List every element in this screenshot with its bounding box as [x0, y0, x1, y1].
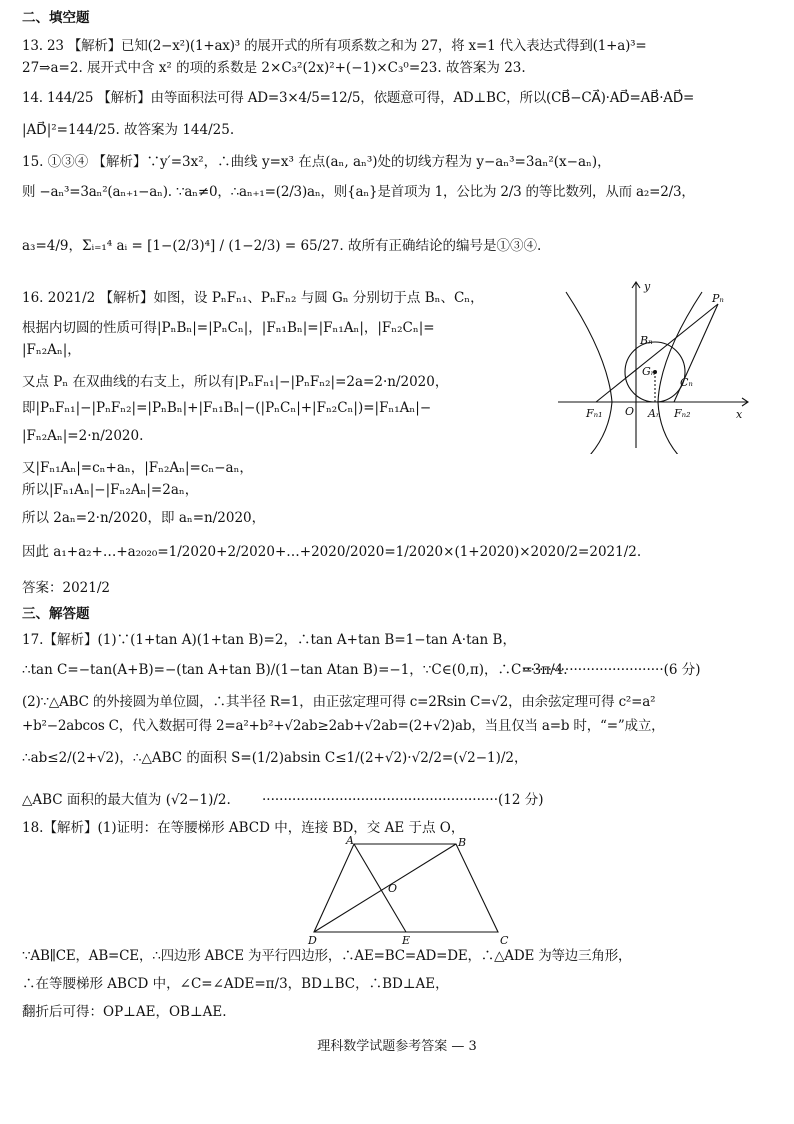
q17-line4: +b²−2abcos C，代入数据可得 2=a²+b²+√2ab≥2ab+√2ab=(2+√2)ab，当且仅当 a=b 时，“=”成立， [22, 718, 665, 734]
q16-answer: 答案：2021/2 [22, 580, 110, 596]
trapezoid-figure [300, 834, 520, 946]
label-F1: Fₙ₁ [586, 407, 603, 420]
hyperbola-left-branch [566, 292, 612, 454]
label-F2: Fₙ₂ [674, 407, 691, 420]
label-A: Aₙ [648, 407, 661, 420]
segment-AE [354, 844, 406, 932]
q14-line1: 14. 144/25 【解析】由等面积法可得 AD=3×4/5=12/5，依题意可得，AD⊥BC，所以(CB⃗−CA⃗)·AD⃗=AB⃗·AD⃗= [22, 90, 695, 106]
q16-line5: 即|PₙFₙ₁|−|PₙFₙ₂|=|PₙBₙ|+|Fₙ₁Bₙ|−(|PₙCₙ|+|Fₙ₂Cₙ|)=|Fₙ₁Aₙ|− [22, 400, 432, 416]
label-y: y [644, 280, 651, 293]
q16-line10: 因此 a₁+a₂+…+a₂₀₂₀=1/2020+2/2020+…+2020/2020=1/2020×(1+2020)×2020/2=2021/2. [22, 544, 642, 560]
trapezoid-ABCD [314, 844, 498, 932]
q13-line2: 27⇒a=2. 展开式中含 x² 的项的系数是 2×C₃²(2x)²+(−1)×C₃⁰=23. 故答案为 23. [22, 60, 526, 76]
q17-line3: (2)∵△ABC 的外接圆为单位圆，∴其半径 R=1，由正弦定理可得 c=2Rsin C=√2，由余弦定理可得 c²=a² [22, 694, 656, 710]
page-footer: 理科数学试题参考答案 — 3 [317, 1039, 477, 1054]
label-D: D [308, 934, 317, 946]
hyperbola-figure [552, 276, 768, 454]
q18-line3: ∴在等腰梯形 ABCD 中，∠C=∠ADE=π/3，BD⊥BC，∴BD⊥AE， [22, 976, 449, 992]
label-x: x [736, 408, 743, 421]
q17-line1: 17.【解析】(1)∵(1+tan A)(1+tan B)=2，∴tan A+tan B=1−tan A·tan B， [22, 632, 516, 648]
label-P: Pₙ [712, 292, 724, 305]
segment-BD [314, 844, 456, 932]
label-C: C [500, 934, 509, 946]
q17-score-12: ·······················································(12 分) [262, 792, 544, 808]
q13-line1: 13. 23 【解析】已知(2−x²)(1+ax)³ 的展开式的所有项系数之和为 27，将 x=1 代入表达式得到(1+a)³= [22, 38, 647, 54]
q17-line6: △ABC 面积的最大值为 (√2−1)/2. [22, 792, 231, 808]
q18-line4: 翻折后可得：OP⊥AE，OB⊥AE. [22, 1004, 227, 1020]
q16-line9: 所以 2aₙ=2·n/2020，即 aₙ=n/2020， [22, 510, 266, 526]
q15-line1: 15. ①③④ 【解析】∵y′=3x²，∴曲线 y=x³ 在点(aₙ, aₙ³)处的切线方程为 y−aₙ³=3aₙ²(x−aₙ)， [22, 154, 611, 170]
label-O: O [388, 882, 398, 895]
q16-line2: 根据内切圆的性质可得|PₙBₙ|=|PₙCₙ|，|Fₙ₁Bₙ|=|Fₙ₁Aₙ|，|Fₙ₂Cₙ|= [22, 320, 435, 336]
q17-line2: ∴tan C=−tan(A+B)=−(tan A+tan B)/(1−tan Atan B)=−1，∵C∈(0,π)，∴C=3π/4. [22, 662, 568, 678]
q16-line1: 16. 2021/2 【解析】如图，设 PₙFₙ₁、PₙFₙ₂ 与圆 Gₙ 分别切于点 Bₙ、Cₙ， [22, 290, 484, 306]
label-C: Cₙ [680, 376, 693, 389]
q14-line2: |AD⃗|²=144/25. 故答案为 144/25. [22, 122, 235, 138]
line-PF1 [596, 304, 718, 402]
q16-line7: 又|Fₙ₁Aₙ|=cₙ+aₙ，|Fₙ₂Aₙ|=cₙ−aₙ， [22, 460, 253, 476]
label-A: A [346, 834, 354, 847]
q17-line5: ∴ab≤2/(2+√2)，∴△ABC 的面积 S=(1/2)absin C≤1/(2+√2)·√2/2=(√2−1)/2， [22, 750, 528, 766]
label-B: B [458, 836, 467, 849]
label-E: E [402, 934, 411, 946]
q16-line3: |Fₙ₂Aₙ|， [22, 342, 81, 358]
label-O: O [625, 405, 635, 418]
q18-line1: 18.【解析】(1)证明：在等腰梯形 ABCD 中，连接 BD，交 AE 于点 O， [22, 820, 465, 836]
q16-line4: 又点 Pₙ 在双曲线的右支上，所以有|PₙFₙ₁|−|PₙFₙ₂|=2a=2·n/2020， [22, 374, 449, 390]
q17-score-6: ·································(6 分) [522, 662, 701, 678]
label-G: Gₙ [642, 365, 656, 378]
q16-line6: |Fₙ₂Aₙ|=2·n/2020. [22, 428, 144, 444]
q18-line2: ∵AB∥CE，AB=CE，∴四边形 ABCE 为平行四边形，∴AE=BC=AD=DE，∴△ADE 为等边三角形， [22, 948, 632, 964]
section-answer-title: 三、解答题 [22, 606, 90, 622]
label-B: Bₙ [640, 334, 653, 347]
q15-line3: a₃=4/9，Σᵢ₌₁⁴ aᵢ = [1−(2/3)⁴] / (1−2/3) = 65/27. 故所有正确结论的编号是①③④. [22, 238, 542, 254]
q15-line2: 则 −aₙ³=3aₙ²(aₙ₊₁−aₙ). ∵aₙ≠0，∴aₙ₊₁=(2/3)aₙ，则{aₙ}是首项为 1，公比为 2/3 的等比数列，从而 a₂=2/3， [22, 184, 695, 200]
section-fill-title: 二、填空题 [22, 10, 90, 26]
hyperbola-right-branch [658, 292, 702, 454]
q16-line8: 所以|Fₙ₁Aₙ|−|Fₙ₂Aₙ|=2aₙ， [22, 482, 199, 498]
